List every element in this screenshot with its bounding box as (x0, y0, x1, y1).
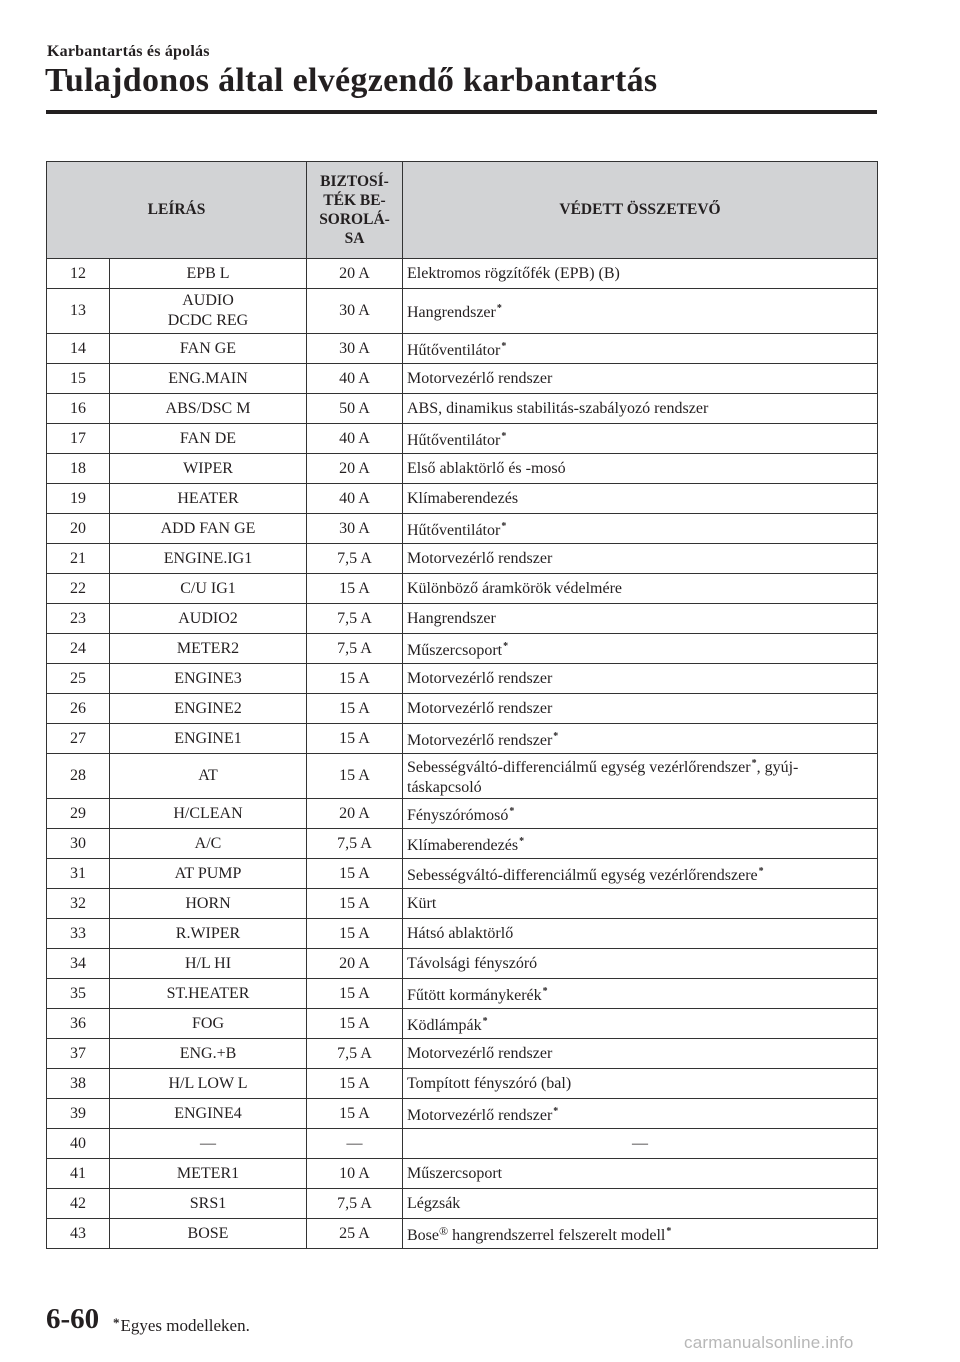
fuse-table (46, 161, 878, 1249)
component-text: Ködlámpák (407, 1016, 482, 1034)
component-text: Hangrendszer (407, 609, 496, 627)
fuse-rating: 30 A (307, 334, 403, 364)
header-rating-line: TÉK BE- (323, 192, 386, 209)
fuse-name: ENGINE3 (174, 669, 242, 687)
fuse-name: HORN (185, 894, 231, 912)
fuse-name-cell (110, 664, 307, 694)
fuse-number: 13 (47, 289, 110, 334)
table-row (47, 289, 878, 334)
fuse-rating: 15 A (307, 1009, 403, 1039)
table-row (47, 1009, 878, 1039)
fuse-table-body (47, 259, 878, 1249)
fuse-name-cell (110, 604, 307, 634)
table-row (47, 1219, 878, 1249)
fuse-name-cell (110, 394, 307, 424)
fuse-name-cell (110, 1129, 307, 1159)
protected-component (403, 1129, 878, 1159)
fuse-number: 38 (47, 1069, 110, 1099)
component-text: Klímaberendezés (407, 489, 519, 507)
fuse-rating: 15 A (307, 694, 403, 724)
component-text: Fűtött kormánykerék (407, 986, 542, 1004)
fuse-number: 39 (47, 1099, 110, 1129)
fuse-name: — (200, 1134, 216, 1152)
fuse-name-cell (110, 889, 307, 919)
protected-component (403, 1189, 878, 1219)
fuse-rating: 7,5 A (307, 544, 403, 574)
fuse-rating: 7,5 A (307, 634, 403, 664)
fuse-number: 17 (47, 424, 110, 454)
component-text: Kürt (407, 894, 437, 912)
component-text: Hangrendszer (407, 304, 496, 321)
component-text: Különböző áramkörök védelmére (407, 579, 623, 597)
protected-component (403, 394, 878, 424)
fuse-name-cell (110, 424, 307, 454)
table-row (47, 664, 878, 694)
protected-component (403, 364, 878, 394)
fuse-rating: 15 A (307, 664, 403, 694)
fuse-name-cell (110, 949, 307, 979)
fuse-rating: 20 A (307, 949, 403, 979)
fuse-name: WIPER (183, 459, 233, 477)
fuse-name-cell (110, 1009, 307, 1039)
protected-component (403, 574, 878, 604)
fuse-name-cell (110, 919, 307, 949)
table-row (47, 634, 878, 664)
component-text: Bose (407, 1227, 439, 1244)
fuse-name-cell (110, 1159, 307, 1189)
protected-component (403, 664, 878, 694)
fuse-name: METER1 (176, 1164, 240, 1182)
fuse-name-cell (110, 724, 307, 754)
table-row (47, 1159, 878, 1189)
fuse-name: SRS1 (189, 1194, 227, 1212)
fuse-number: 20 (47, 514, 110, 544)
footnote-symbol: * (113, 1315, 120, 1330)
fuse-name-cell (110, 514, 307, 544)
fuse-name: AT PUMP (174, 864, 242, 882)
protected-component (403, 1099, 878, 1129)
table-row (47, 694, 878, 724)
protected-component (403, 724, 878, 754)
fuse-rating: 7,5 A (307, 604, 403, 634)
table-row (47, 424, 878, 454)
fuse-name: ENGINE.IG1 (163, 549, 253, 567)
component-text: Elektromos rögzítőfék (EPB) (B) (407, 264, 620, 282)
fuse-name: AUDIO2 (178, 609, 238, 627)
page-number: 6-60 (46, 1303, 100, 1335)
fuse-number: 24 (47, 634, 110, 664)
fuse-name: ENG.+B (179, 1044, 237, 1062)
fuse-name: ADD FAN GE (160, 519, 256, 537)
fuse-rating: 15 A (307, 979, 403, 1009)
fuse-name: EPB L (186, 264, 230, 282)
protected-component (403, 424, 878, 454)
table-row (47, 889, 878, 919)
fuse-name-cell (110, 754, 307, 799)
component-text: Hátsó ablaktörlő (407, 924, 514, 942)
protected-component (403, 259, 878, 289)
fuse-name: AUDIO DCDC REG (167, 292, 249, 329)
fuse-name-cell (110, 859, 307, 889)
fuse-number: 33 (47, 919, 110, 949)
fuse-rating: 15 A (307, 724, 403, 754)
fuse-name-cell (110, 574, 307, 604)
asterisk-mark: * (501, 430, 507, 442)
protected-component (403, 334, 878, 364)
fuse-number: 22 (47, 574, 110, 604)
component-text: Hűtőventilátor (407, 431, 501, 449)
table-row (47, 544, 878, 574)
fuse-name-cell (110, 484, 307, 514)
component-text: Hűtőventilátor (407, 521, 501, 539)
fuse-name-cell (110, 694, 307, 724)
component-text: Sebességváltó-differenciálmű egység vezérlőrendszer (407, 759, 751, 776)
fuse-number: 32 (47, 889, 110, 919)
protected-component (403, 694, 878, 724)
component-text: — (632, 1134, 648, 1152)
fuse-number: 42 (47, 1189, 110, 1219)
protected-component (403, 604, 878, 634)
fuse-name-cell (110, 334, 307, 364)
protected-component (403, 949, 878, 979)
fuse-name: ENG.MAIN (168, 369, 248, 387)
protected-component (403, 514, 878, 544)
table-row (47, 859, 878, 889)
component-text: Hűtőventilátor (407, 341, 501, 359)
fuse-name-cell (110, 454, 307, 484)
fuse-number: 12 (47, 259, 110, 289)
component-text: Motorvezérlő rendszer (407, 1106, 553, 1124)
header-rating-line: BIZTOSÍ- (320, 173, 389, 190)
header-rating (307, 162, 403, 259)
fuse-rating: 15 A (307, 889, 403, 919)
fuse-name: ENGINE1 (174, 729, 242, 747)
fuse-number: 26 (47, 694, 110, 724)
protected-component (403, 454, 878, 484)
protected-component (403, 1009, 878, 1039)
table-row (47, 334, 878, 364)
fuse-name: AT (198, 767, 218, 784)
fuse-rating: 40 A (307, 364, 403, 394)
fuse-number: 31 (47, 859, 110, 889)
component-text: Motorvezérlő rendszer (407, 731, 553, 749)
table-header-row (47, 162, 878, 259)
fuse-name: METER2 (176, 639, 240, 657)
asterisk-mark: * (553, 1105, 559, 1117)
protected-component (403, 799, 878, 829)
table-row (47, 604, 878, 634)
fuse-name: C/U IG1 (180, 579, 236, 597)
component-text: Távolsági fényszóró (407, 954, 538, 972)
fuse-number: 34 (47, 949, 110, 979)
asterisk-mark: * (519, 835, 525, 847)
fuse-number: 29 (47, 799, 110, 829)
fuse-number: 23 (47, 604, 110, 634)
fuse-name-cell (110, 1189, 307, 1219)
component-text-after: , gyúj- (756, 759, 799, 776)
registered-mark: ® (439, 1224, 449, 1238)
fuse-rating: 15 A (307, 1069, 403, 1099)
fuse-name-cell (110, 259, 307, 289)
header-component: VÉDETT ÖSSZETEVŐ (403, 162, 878, 259)
fuse-number: 40 (47, 1129, 110, 1159)
fuse-name-cell (110, 1099, 307, 1129)
asterisk-mark: * (666, 1226, 672, 1237)
protected-component (403, 1039, 878, 1069)
fuse-rating: 15 A (307, 859, 403, 889)
fuse-name: ENGINE4 (174, 1104, 242, 1122)
fuse-name: FAN DE (179, 429, 237, 447)
fuse-name: FAN GE (179, 339, 237, 357)
asterisk-mark: * (553, 730, 559, 742)
table-row (47, 919, 878, 949)
table-row (47, 949, 878, 979)
protected-component (403, 919, 878, 949)
fuse-number: 14 (47, 334, 110, 364)
table-row (47, 754, 878, 799)
fuse-rating: 10 A (307, 1159, 403, 1189)
protected-component (403, 889, 878, 919)
fuse-rating: 7,5 A (307, 1189, 403, 1219)
fuse-number: 21 (47, 544, 110, 574)
fuse-name: A/C (194, 834, 222, 852)
protected-component (403, 1159, 878, 1189)
protected-component (403, 829, 878, 859)
protected-component (403, 544, 878, 574)
fuse-rating: 7,5 A (307, 829, 403, 859)
component-text: Sebességváltó-differenciálmű egység vezérlőrendszere (407, 866, 758, 884)
component-text: Motorvezérlő rendszer (407, 549, 553, 567)
fuse-number: 36 (47, 1009, 110, 1039)
fuse-number: 37 (47, 1039, 110, 1069)
fuse-name-cell (110, 829, 307, 859)
fuse-rating: 20 A (307, 454, 403, 484)
component-text: ABS, dinamikus stabilitás-szabályozó rendszer (407, 399, 709, 417)
fuse-name: HEATER (177, 489, 239, 507)
table-row (47, 979, 878, 1009)
fuse-rating: — (307, 1129, 403, 1159)
fuse-number: 35 (47, 979, 110, 1009)
fuse-rating: 20 A (307, 799, 403, 829)
asterisk-mark: * (482, 1015, 488, 1027)
header-rating-line: SOROLÁ- (319, 211, 390, 228)
table-row (47, 514, 878, 544)
fuse-name-cell (110, 364, 307, 394)
fuse-rating: 40 A (307, 424, 403, 454)
component-text: Fényszórómosó (407, 806, 509, 824)
watermark: carmanualsonline.info (684, 1333, 854, 1352)
fuse-name-cell (110, 544, 307, 574)
footnote (113, 1315, 250, 1336)
table-row (47, 1189, 878, 1219)
fuse-name: H/L HI (184, 954, 232, 972)
fuse-name: ST.HEATER (166, 984, 250, 1002)
fuse-name-cell (110, 1039, 307, 1069)
table-row (47, 724, 878, 754)
table-row (47, 1039, 878, 1069)
component-text: Motorvezérlő rendszer (407, 699, 553, 717)
fuse-name-cell (110, 1219, 307, 1249)
fuse-rating: 15 A (307, 919, 403, 949)
component-text: Klímaberendezés (407, 836, 519, 854)
component-text: Légzsák (407, 1194, 461, 1212)
fuse-rating: 40 A (307, 484, 403, 514)
protected-component (403, 754, 878, 799)
table-row (47, 574, 878, 604)
component-text: Motorvezérlő rendszer (407, 1044, 553, 1062)
table-row (47, 799, 878, 829)
asterisk-mark: * (542, 985, 548, 997)
component-text: Műszercsoport (407, 641, 503, 659)
component-text: Első ablaktörlő és -mosó (407, 459, 566, 477)
fuse-name: ENGINE2 (174, 699, 242, 717)
fuse-name: ABS/DSC M (165, 399, 251, 417)
fuse-number: 18 (47, 454, 110, 484)
component-text: Motorvezérlő rendszer (407, 369, 553, 387)
asterisk-mark: * (496, 303, 502, 314)
fuse-rating: 15 A (307, 1099, 403, 1129)
fuse-rating: 25 A (307, 1219, 403, 1249)
fuse-rating: 20 A (307, 259, 403, 289)
fuse-rating: 15 A (307, 754, 403, 799)
table-row (47, 1069, 878, 1099)
fuse-rating: 15 A (307, 574, 403, 604)
component-text-line2: táskapcsoló (407, 779, 482, 796)
fuse-rating: 30 A (307, 289, 403, 334)
table-row (47, 1129, 878, 1159)
fuse-name-cell (110, 289, 307, 334)
asterisk-mark: * (501, 520, 507, 532)
fuse-number: 41 (47, 1159, 110, 1189)
fuse-name: R.WIPER (175, 924, 241, 942)
fuse-number: 28 (47, 754, 110, 799)
footnote-text: Egyes modelleken. (120, 1316, 250, 1335)
fuse-name: FOG (191, 1014, 224, 1032)
fuse-number: 19 (47, 484, 110, 514)
component-text: Motorvezérlő rendszer (407, 669, 553, 687)
fuse-number: 15 (47, 364, 110, 394)
header-rating-line: SA (344, 230, 365, 247)
asterisk-mark: * (503, 640, 509, 652)
fuse-name: H/L LOW L (168, 1074, 248, 1092)
table-row (47, 829, 878, 859)
table-row (47, 454, 878, 484)
component-text: Tompított fényszóró (bal) (407, 1074, 572, 1092)
protected-component (403, 979, 878, 1009)
fuse-rating: 7,5 A (307, 1039, 403, 1069)
table-row (47, 1099, 878, 1129)
protected-component (403, 859, 878, 889)
asterisk-mark: * (501, 340, 507, 352)
fuse-name-cell (110, 979, 307, 1009)
fuse-name-cell (110, 1069, 307, 1099)
section-title: Karbantartás és ápolás (47, 43, 210, 60)
protected-component (403, 484, 878, 514)
asterisk-mark: * (751, 758, 757, 769)
fuse-rating: 30 A (307, 514, 403, 544)
fuse-name-cell (110, 799, 307, 829)
protected-component (403, 634, 878, 664)
protected-component (403, 1219, 878, 1249)
asterisk-mark: * (509, 805, 515, 817)
fuse-name: BOSE (187, 1224, 229, 1242)
fuse-name-cell (110, 634, 307, 664)
asterisk-mark: * (758, 865, 764, 877)
table-row (47, 364, 878, 394)
chapter-title: Tulajdonos által elvégzendő karbantartás (45, 62, 658, 99)
component-text-after: hangrendszerrel felszerelt modell (448, 1227, 666, 1244)
protected-component (403, 1069, 878, 1099)
fuse-name: H/CLEAN (173, 804, 243, 822)
fuse-number: 25 (47, 664, 110, 694)
protected-component (403, 289, 878, 334)
fuse-number: 30 (47, 829, 110, 859)
fuse-number: 16 (47, 394, 110, 424)
table-row (47, 484, 878, 514)
table-row (47, 259, 878, 289)
fuse-number: 27 (47, 724, 110, 754)
table-row (47, 394, 878, 424)
fuse-rating: 50 A (307, 394, 403, 424)
fuse-number: 43 (47, 1219, 110, 1249)
component-text: Műszercsoport (407, 1164, 503, 1182)
header-description: LEÍRÁS (47, 162, 307, 259)
header-rule (46, 110, 877, 114)
